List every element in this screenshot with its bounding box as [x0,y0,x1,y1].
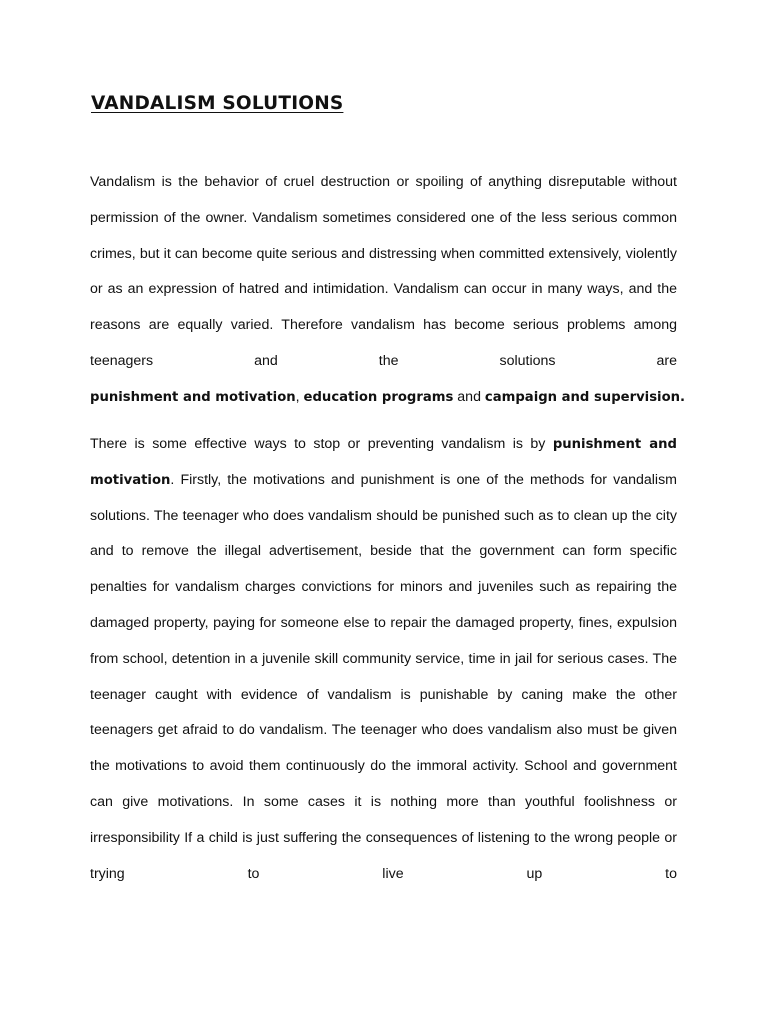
paragraph-punishment [90,427,677,892]
bold-phrase-education-programs: education programs [303,389,454,405]
paragraph-text: . Firstly, the motivations and punishment is one of the methods for vandalism solutions. The teenager who does vandalism should be punished such as to clean up the city and to remove the illegal advertisement, beside that the government can form specific penalties for vandalism charges convictions for minors and juveniles such as repairing the damaged property, paying for someone else to repair the damaged property, fines, expulsion from school, detention in a juvenile skill community service, time in jail for serious cases. The teenager caught with evidence of vandalism is punishable by caning make the other teenagers get afraid to do vandalism. The teenager who does vandalism also must be given the motivations to avoid them continuously do the immoral activity. School and government can give motivations. In some cases it is nothing more than youthful foolishness or irresponsibility If a child is just suffering the consequences of listening to the wrong people or trying to live up to [90,471,677,882]
separator-text: , [295,388,304,405]
bold-phrase-punishment-motivation: punishment and motivation [90,389,296,405]
bold-phrase-campaign-supervision: campaign and supervision. [484,389,686,405]
paragraph-lead-text: There is some effective ways to stop or preventing vandalism is by [90,436,553,452]
bold-phrase-punishment-motivation: punishment and motivation [90,437,677,488]
solutions-line [90,389,685,405]
paragraph-introduction [90,165,686,416]
separator-text: and [453,388,485,405]
paragraph-text: Vandalism is the behavior of cruel destruction or spoiling of anything disreputable without permission of the owner. Vandalism sometimes considered one of the less serious common crimes, but it can become quite serious and distressing when committed extensively, violently or as an expression of hatred and intimidation. Vandalism can occur in many ways, and the reasons are equally varied. Therefore vandalism has become serious problems among teenagers and the solutions are [90,174,677,369]
document-title: VANDALISM SOLUTIONS [91,93,344,114]
